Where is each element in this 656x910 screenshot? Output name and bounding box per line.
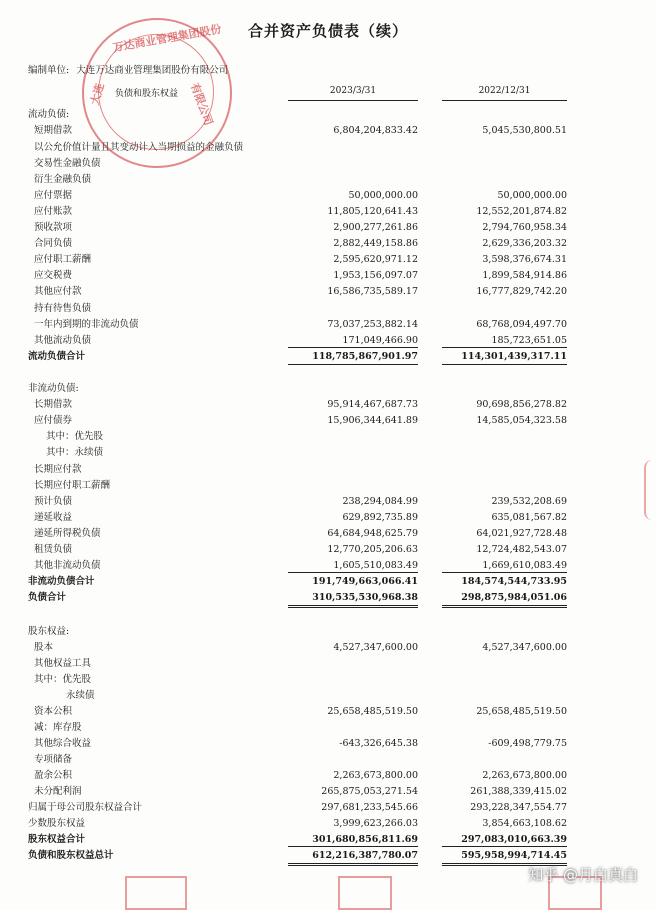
company-label: 编制单位: [28,65,70,76]
row-value-prior: 90,698,856,278.82 [476,399,567,410]
row-label: 长期应付职工薪酬 [34,480,111,491]
row-value-current: 2,900,277,261.86 [333,222,418,233]
row-value-current: 191,749,663,066.41 [312,576,418,587]
table-row [0,705,656,719]
company-name: 大连万达商业管理集团股份有限公司 [76,65,229,76]
table-row [0,334,656,348]
row-value-prior: 25,658,485,519.50 [476,706,567,717]
row-value-prior: 595,958,994,714.45 [461,850,567,861]
table-row [0,559,656,573]
row-value-current: 95,914,467,687.73 [327,399,418,410]
row-value-current: 301,680,856,811.69 [312,834,418,845]
row-value-prior: 298,875,984,051.06 [461,592,567,603]
row-value-current: 2,595,620,971.12 [333,254,418,265]
row-label: 股东权益合计 [28,834,86,845]
row-value-prior: 184,574,544,733.95 [461,576,567,587]
row-value-prior: -609,498,779.75 [488,738,567,749]
table-row [0,849,656,863]
table-row [0,253,656,267]
row-value-current: 64,684,948,625.79 [327,528,418,539]
row-label: 以公允价值计量且其变动计入当期损益的金融负债 [34,142,244,153]
row-label: 其他非流动负债 [34,560,101,571]
table-row [0,446,656,460]
row-label: 流动负债合计 [28,351,86,362]
row-label: 递延所得税负债 [34,528,101,539]
row-value-current: 73,037,253,882.14 [327,319,418,330]
subtotal-rule [442,846,567,847]
row-label: 非流动负债: [28,383,79,394]
table-row [0,673,656,687]
row-label: 其他权益工具 [34,658,92,669]
row-value-prior: 64,021,927,728.48 [476,528,567,539]
total-double-rule [288,863,418,866]
row-value-current: 171,049,466.90 [342,335,418,346]
row-value-prior: 3,854,663,108.62 [482,818,567,829]
row-value-prior: 68,768,094,497.70 [476,319,567,330]
row-label: 应付票据 [34,190,73,201]
row-label: 合同负债 [34,238,73,249]
row-value-prior: 16,777,829,742.20 [476,286,567,297]
row-label: 其中：优先股 [34,674,92,685]
total-double-rule [288,605,418,608]
row-label: 负债和股东权益总计 [28,850,114,861]
subtotal-rule [442,364,567,365]
table-row [0,285,656,299]
row-value-current: 612,216,387,780.07 [312,850,418,861]
watermark: 知乎 @月白真白 [528,866,638,884]
seal-text-left: 大连 [88,81,107,107]
table-row [0,543,656,557]
table-row [0,625,656,639]
subtotal-rule [288,364,418,365]
row-label: 流动负债: [28,109,70,120]
row-value-prior: 185,723,651.05 [491,335,567,346]
table-row [0,575,656,589]
table-row [0,173,656,187]
table-row [0,511,656,525]
row-value-prior: 114,301,439,317.11 [461,351,567,362]
row-value-prior: 2,794,760,958.34 [482,222,567,233]
row-label: 长期借款 [34,399,73,410]
row-value-current: 118,785,867,901.97 [312,351,418,362]
table-row [0,833,656,847]
subtotal-rule [442,572,567,573]
table-row [0,269,656,283]
row-label: 未分配利润 [34,786,82,797]
subtotal-rule [442,347,567,348]
row-label: 租赁负债 [34,544,73,555]
row-label: 股本 [34,642,54,653]
seal-text-right: 有限公司 [187,81,216,128]
row-label: 应付职工薪酬 [34,254,92,265]
table-row [0,302,656,316]
table-row [0,801,656,815]
table-row [0,414,656,428]
row-label: 衍生金融负债 [34,174,92,185]
row-value-prior: 4,527,347,600.00 [482,642,567,653]
row-value-current: 238,294,084.99 [342,496,418,507]
table-row [0,479,656,493]
table-row [0,430,656,444]
table-row [0,721,656,735]
row-value-prior: 239,532,208.69 [491,496,567,507]
row-value-current: 16,586,735,589.17 [327,286,418,297]
row-label: 其中：永续债 [46,447,104,458]
row-value-prior: 50,000,000.00 [497,190,567,201]
row-label: 其他流动负债 [34,335,92,346]
row-value-current: 6,804,204,833.42 [333,125,418,136]
subtotal-rule [288,572,418,573]
row-label: 其他综合收益 [34,738,92,749]
row-value-current: 25,658,485,519.50 [327,706,418,717]
row-label: 持有待售负债 [34,303,92,314]
table-row [0,382,656,396]
signature-seal-2 [338,876,392,910]
row-value-current: 629,892,735.89 [342,512,418,523]
table-row [0,350,656,364]
row-value-current: 265,875,053,271.54 [321,786,418,797]
row-label: 应交税费 [34,270,73,281]
table-row [0,189,656,203]
row-value-prior: 3,598,376,674.31 [482,254,567,265]
row-label: 交易性金融负债 [34,158,101,169]
row-label: 专项储备 [34,754,73,765]
row-value-prior: 293,228,347,554.77 [470,802,567,813]
row-value-prior: 14,585,054,323.58 [476,415,567,426]
row-value-current: 3,999,623,266.03 [333,818,418,829]
row-value-current: 1,605,510,083.49 [333,560,418,571]
table-row [0,495,656,509]
table-row [0,737,656,751]
row-label: 股东权益: [28,626,70,637]
row-value-current: 4,527,347,600.00 [333,642,418,653]
row-label: 长期应付款 [34,464,82,475]
table-row [0,753,656,767]
row-value-prior: 5,045,530,800.51 [482,125,567,136]
table-row [0,463,656,477]
edge-stamp-fragment [644,460,656,520]
row-value-prior: 297,083,010,663.39 [461,834,567,845]
table-row [0,157,656,171]
row-value-current: 2,263,673,800.00 [333,770,418,781]
header-col-prior: 2022/12/31 [478,86,531,96]
row-value-prior: 2,263,673,800.00 [482,770,567,781]
row-label: 应付债券 [34,415,73,426]
signature-seal-1 [125,876,187,910]
header-label: 负债和股东权益 [115,89,179,99]
row-label: 永续债 [66,690,95,701]
row-value-prior: 1,899,584,914.86 [482,270,567,281]
table-row [0,527,656,541]
table-row [0,689,656,703]
row-value-prior: 1,669,610,083.49 [482,560,567,571]
row-label: 其他应付款 [34,286,82,297]
row-value-current: 2,882,449,158.86 [333,238,418,249]
table-row [0,817,656,831]
table-row [0,141,656,155]
row-label: 非流动负债合计 [28,576,95,587]
table-row [0,398,656,412]
row-label: 资本公积 [34,706,73,717]
table-row [0,318,656,332]
row-value-current: 15,906,344,641.89 [327,415,418,426]
row-label: 负债合计 [28,592,67,603]
row-value-current: 1,953,156,097.07 [333,270,418,281]
row-label: 少数股东权益 [28,818,86,829]
row-label: 一年内到期的非流动负债 [34,319,139,330]
row-value-prior: 12,552,201,874.82 [476,206,567,217]
table-row [0,657,656,671]
table-row [0,237,656,251]
row-label: 归属于母公司股东权益合计 [28,802,143,813]
row-value-current: 12,770,205,206.63 [327,544,418,555]
row-value-current: 50,000,000.00 [348,190,418,201]
table-row [0,205,656,219]
row-label: 减：库存股 [34,722,82,733]
row-value-prior: 635,081,567.82 [491,512,567,523]
row-label: 其中：优先股 [46,431,104,442]
table-row [0,769,656,783]
row-value-prior: 12,724,482,543.07 [476,544,567,555]
row-label: 应付账款 [34,206,73,217]
header-col-current: 2023/3/31 [329,86,377,96]
total-double-rule [442,605,567,608]
subtotal-rule [288,846,418,847]
row-label: 盈余公积 [34,770,73,781]
subtotal-rule [288,347,418,348]
table-row [0,785,656,799]
row-value-current: 297,681,233,545.66 [321,802,418,813]
row-label: 递延收益 [34,512,73,523]
row-label: 预收款项 [34,222,73,233]
row-value-current: 310,535,530,968.38 [312,592,418,603]
table-row [0,591,656,605]
row-value-current: -643,326,645.38 [339,738,418,749]
table-row [0,221,656,235]
page-title: 合并资产负债表（续） [247,22,408,40]
row-label: 预计负债 [34,496,73,507]
seal-text-top: 万达商业管理集团股份 [111,22,223,55]
row-value-prior: 2,629,336,203.32 [482,238,567,249]
row-value-current: 11,805,120,641.43 [327,206,418,217]
table-row [0,641,656,655]
row-value-prior: 261,388,339,415.02 [470,786,567,797]
row-label: 短期借款 [34,125,73,136]
